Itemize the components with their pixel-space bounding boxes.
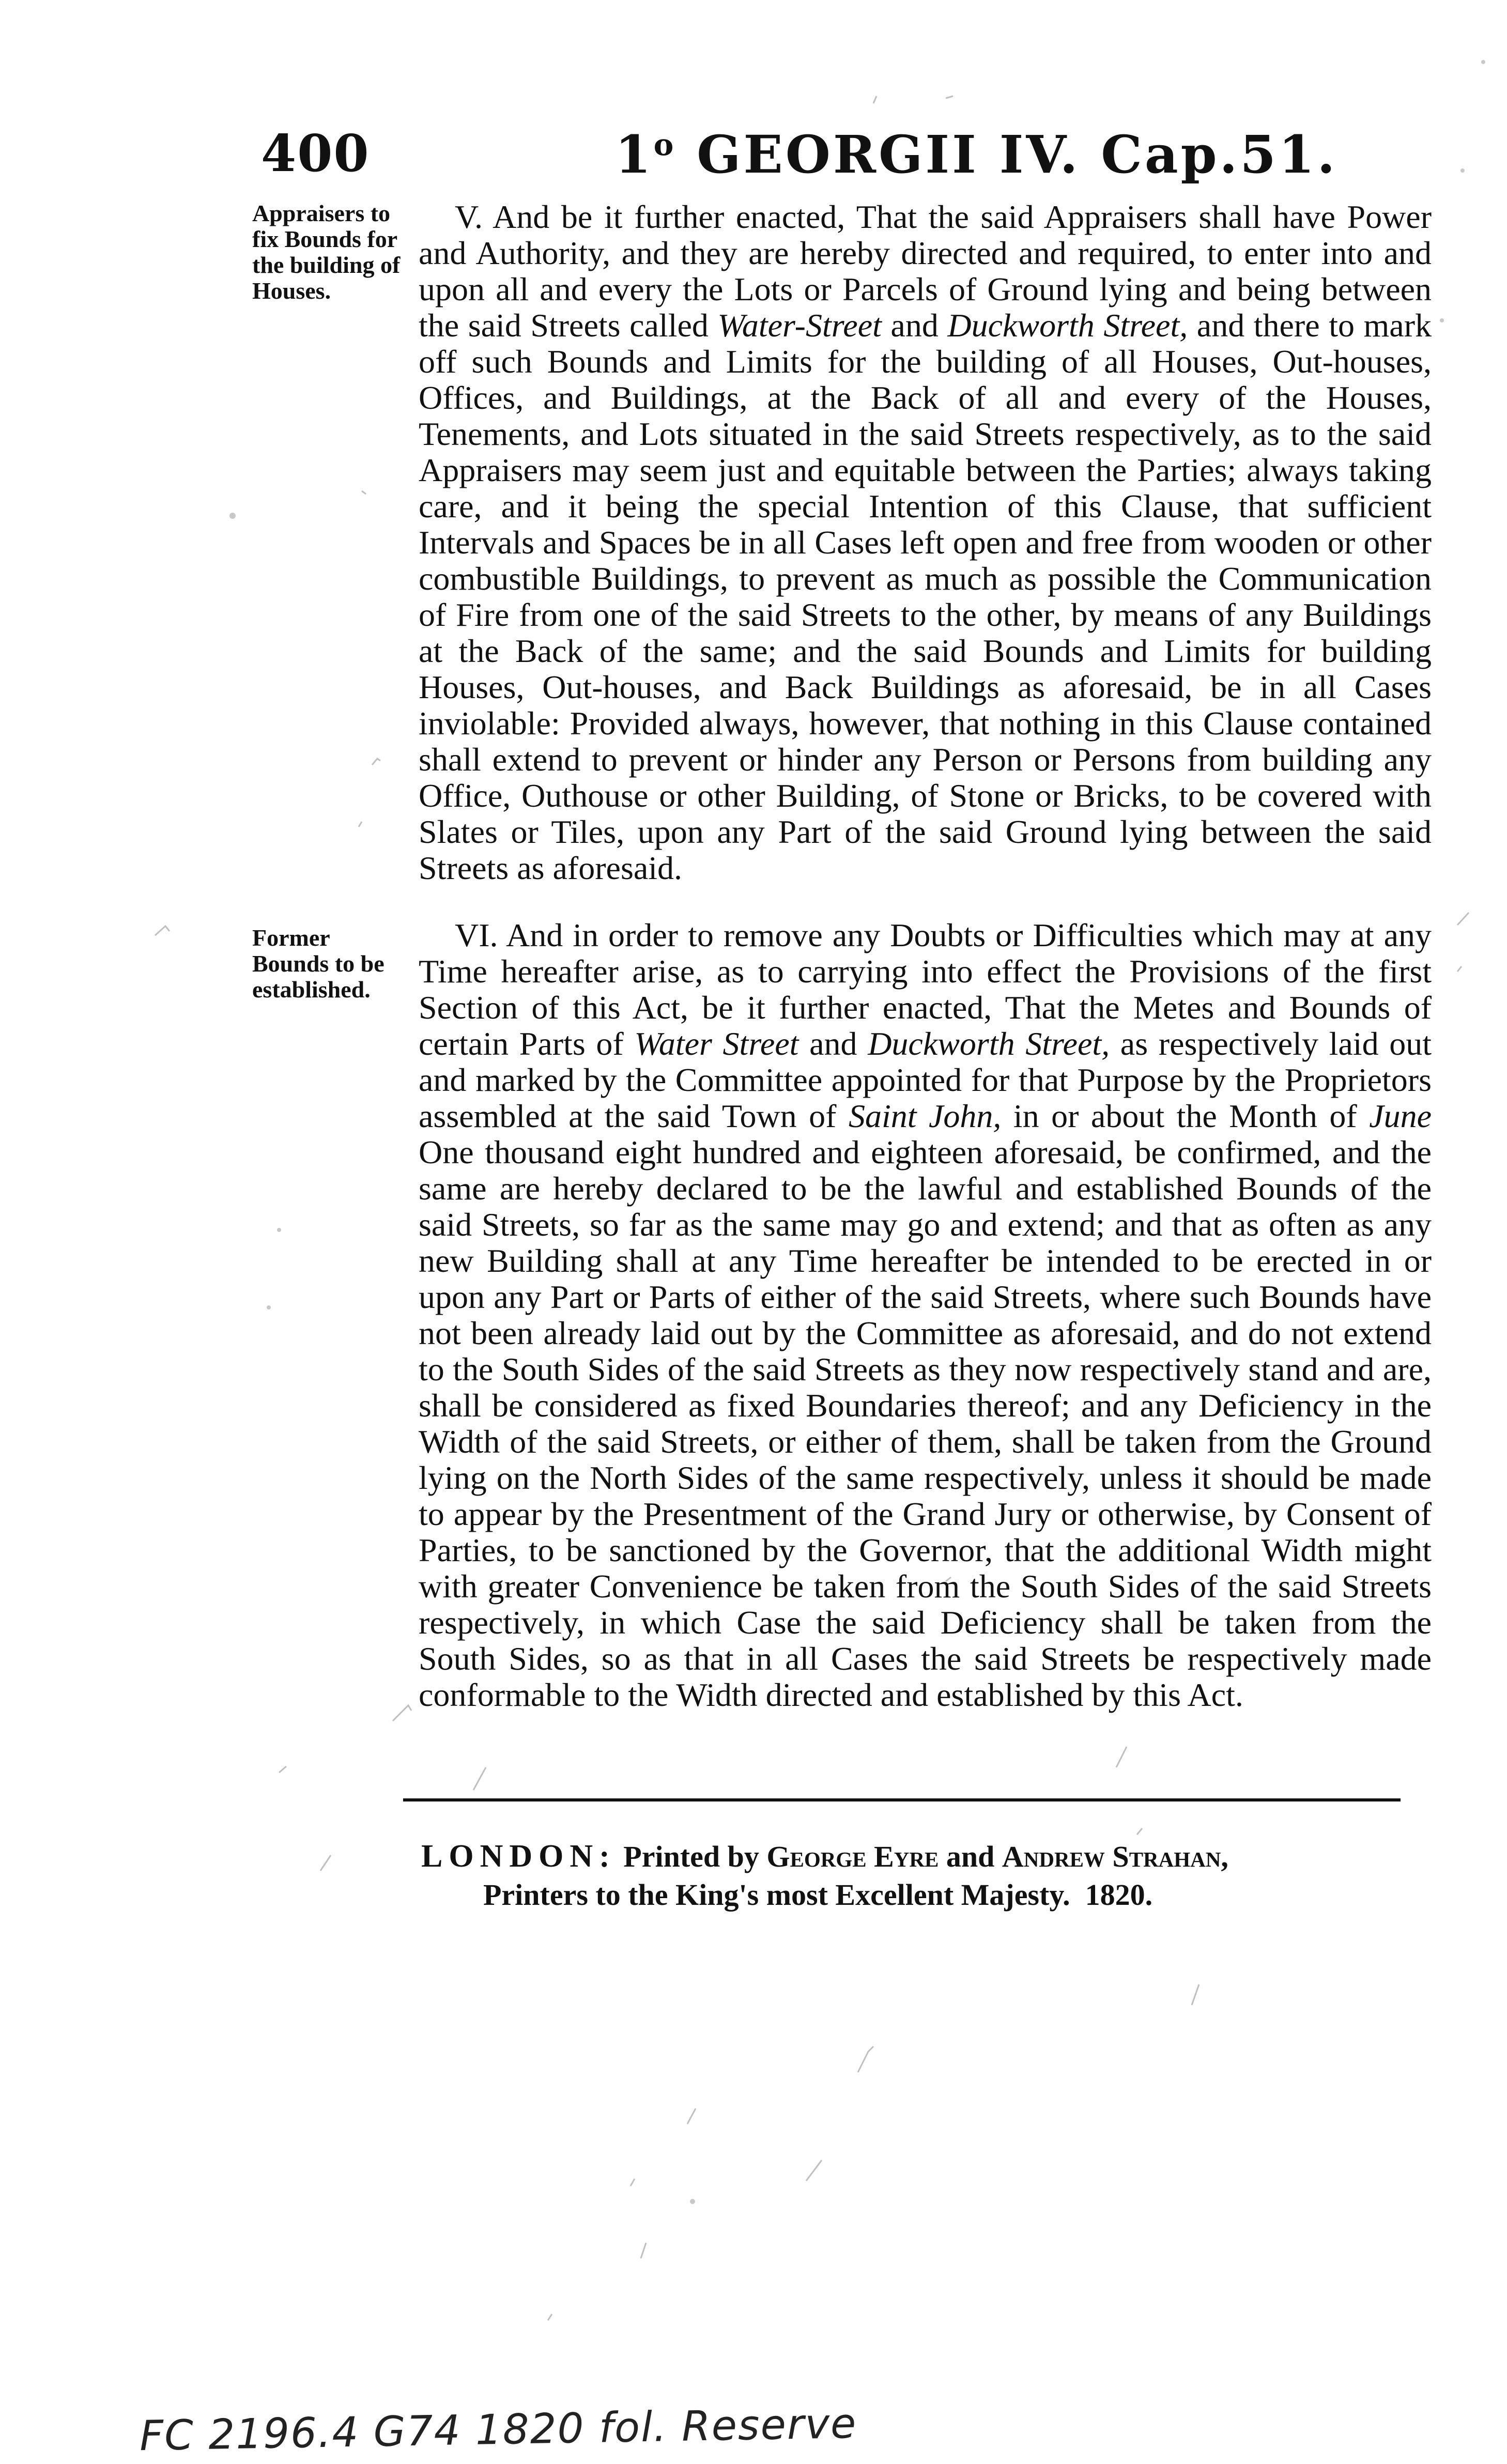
regnal-number: 1 <box>615 124 654 185</box>
section-v-text: and there to mark off such Bounds and Limits for the building of all Houses, Out-houses, Offices, and Buildings, at the Back of all and every of the Houses, Tenements, and Lots situated in the said Streets respectively, as to the said Appraisers may seem just and equitable between the Parties; always taking care, and it being the special Intention of this Clause, that sufficient Intervals and Spaces be in all Cases left open and free from wooden or other combustible Buildings, to prevent as much as possible the Communication of Fire from one of the said Streets to the other, by means of any Buildings at the Back of the same; and the said Bounds and Limits for building Houses, Out-houses, and Back Buildings as aforesaid, be in all Cases inviolable: Provided always, however, that nothing in this Clause contained shall extend to prevent or hinder any Person or Persons from building any Office, Outhouse or other Building, of Stone or Bricks, to be covered with Slates or Tiles, upon any Part of the said Ground lying between the said Streets as aforesaid. <box>419 307 1432 886</box>
imprint-printed-by: Printed by <box>616 1840 767 1873</box>
imprint-rule <box>403 1798 1401 1801</box>
section-vi-text: One thousand eight hundred and eighteen aforesaid, be confirmed, and the same are hereby declared to be the lawful and established Bounds of the said Streets, so far as the same may go and extend; and that as often as any new Building shall at any Time hereafter be intended to be erected in or upon any Part or Parts of either of the said Streets, where such Bounds have not been already laid out by the Committee as aforesaid, and do not extend to the South Sides of the said Streets as they now respectively stand and are, shall be considered as fixed Boundaries thereof; and any Deficiency in the Width of the said Streets, or either of them, shall be taken from the Ground lying on the North Sides of the same respectively, unless it should be made to appear by the Presentment of the Grand Jury or otherwise, by Consent of Parties, to be sanctioned by the Governor, that the additional Width might with greater Convenience be taken from the South Sides of the said Streets respectively, in which Case the said Deficiency shall be taken from the South Sides, so as that in all Cases the said Streets be respectively made conformable to the Width directed and established by this Act. <box>419 1134 1432 1713</box>
section-vi-text: in or about the Month of <box>1001 1098 1370 1134</box>
street-name-italic: Water-Street <box>717 307 882 344</box>
section-vi-text: VI. And in order to remove any Doubts or Difficulties which may at any Time hereafter arise, as to carrying into effect the Provisions of the first Section of this Act, be it further enacted, That the Metes and Bounds of certain Parts of <box>419 917 1432 1062</box>
marginal-note-section-vi: Former Bounds to be established. <box>252 925 385 1003</box>
printer-imprint <box>421 1837 1429 1914</box>
street-name-italic: Duckworth Street, <box>947 307 1188 344</box>
imprint-majesty: Printers to the King's most Excellent Majesty. <box>483 1878 1070 1912</box>
imprint-printer-1: George Eyre <box>766 1840 939 1873</box>
section-vi-paragraph <box>419 917 1432 1713</box>
imprint-line-2 <box>421 1876 1429 1914</box>
page-number: 400 <box>261 124 370 183</box>
section-v-text: V. And be it further enacted, That the said Appraisers shall have Power and Authority, and they are hereby directed and required, to enter into and upon all and every the Lots or Parcels of Ground lying and being between the said Streets called <box>419 198 1432 344</box>
section-vi-text: as respectively laid out and marked by the Committee appointed for that Purpose by the Proprietors assembled at the said Town of <box>419 1025 1432 1134</box>
handwritten-shelfmark: FC 2196.4 G74 1820 fol. Reserve <box>139 2399 857 2460</box>
imprint-city: LONDON: <box>421 1839 616 1874</box>
marginal-note-section-v: Appraisers to fix Bounds for the building of Houses. <box>252 200 401 304</box>
place-name-italic: Saint John, <box>848 1098 1002 1134</box>
section-v-text: and <box>881 307 948 344</box>
street-name-italic: Duckworth Street, <box>868 1025 1110 1062</box>
section-v-paragraph <box>419 199 1432 886</box>
regnal-superscript: o <box>653 127 676 162</box>
running-title-text: GEORGII IV. Cap.51. <box>697 124 1338 185</box>
running-title <box>615 124 1337 185</box>
month-name-italic: June <box>1369 1098 1432 1134</box>
section-vi-text: and <box>798 1025 868 1062</box>
section-v <box>419 199 1432 886</box>
imprint-printer-2: Andrew Strahan, <box>1002 1840 1228 1873</box>
street-name-italic: Water Street <box>634 1025 799 1062</box>
imprint-year: 1820. <box>1085 1878 1153 1912</box>
imprint-and: and <box>939 1840 1002 1873</box>
section-vi <box>419 917 1432 1713</box>
